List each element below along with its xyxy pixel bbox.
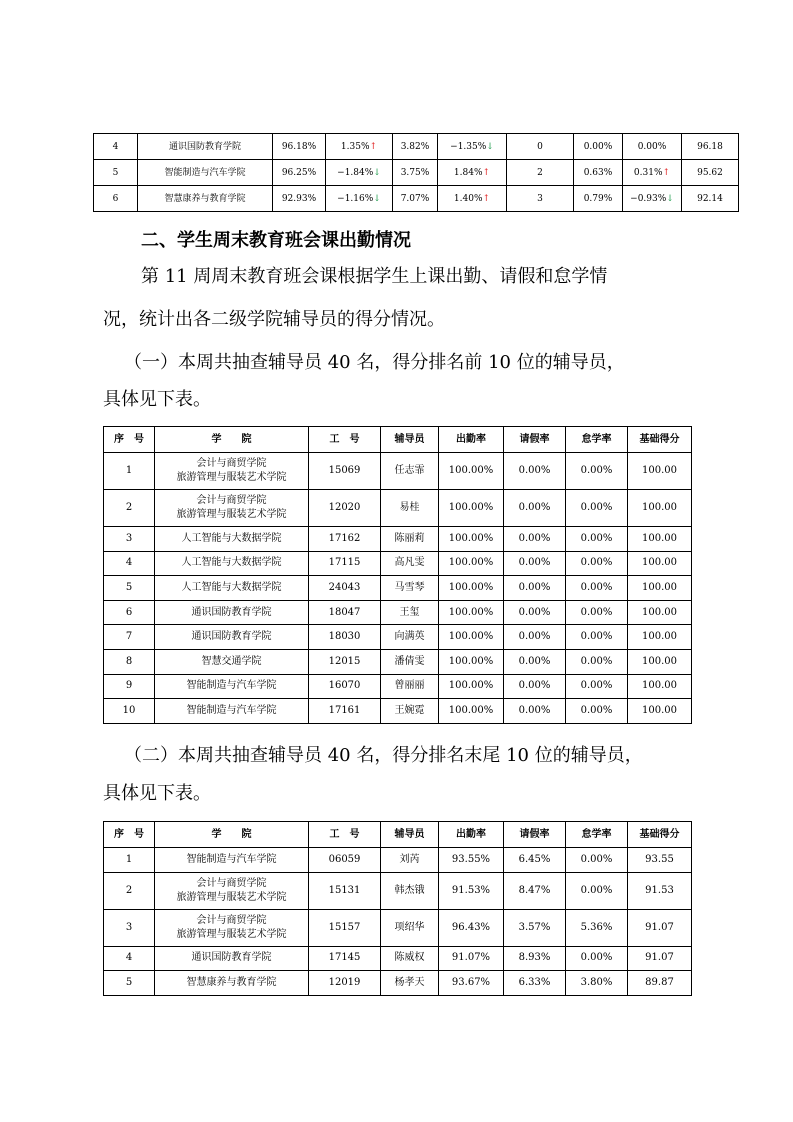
college-cell <box>155 649 309 674</box>
truant-cell: 0.00% <box>566 848 628 873</box>
bottom10-counselor-table <box>103 821 692 996</box>
rank-cell: 3 <box>104 909 155 946</box>
table-cell: 0.63% <box>574 160 623 186</box>
leave-cell: 3.57% <box>504 909 566 946</box>
college-name: 人工智能与大数据学院 <box>181 581 282 593</box>
table-cell <box>326 186 393 212</box>
att-cell: 100.00% <box>439 576 504 601</box>
leave-cell: 0.00% <box>504 453 566 490</box>
college-name: 旅游管理与服装艺术学院 <box>176 928 287 940</box>
name-cell: 陈丽莉 <box>381 527 439 552</box>
college-name: 人工智能与大数据学院 <box>181 532 282 544</box>
table-cell <box>438 160 507 186</box>
name-cell: 任志霏 <box>381 453 439 490</box>
table-cell <box>326 134 393 160</box>
column-header: 基础得分 <box>628 822 692 848</box>
rank-cell: 4 <box>104 946 155 971</box>
college-cell <box>155 576 309 601</box>
name-cell: 韩杰锇 <box>381 872 439 909</box>
table-row <box>94 186 739 212</box>
arrow-up-icon: ↑ <box>369 141 378 152</box>
att-cell: 100.00% <box>439 625 504 650</box>
college-cell <box>155 527 309 552</box>
college-name: 通识国防教育学院 <box>191 952 272 964</box>
table-row <box>104 576 692 601</box>
leave-cell: 0.00% <box>504 699 566 724</box>
cell-value: −1.16% <box>337 193 374 204</box>
column-header: 出勤率 <box>439 822 504 848</box>
college-name: 智能制造与汽车学院 <box>186 680 277 692</box>
college-cell <box>155 674 309 699</box>
name-cell: 向满英 <box>381 625 439 650</box>
att-cell: 100.00% <box>439 649 504 674</box>
truant-cell: 0.00% <box>566 453 628 490</box>
table-row <box>104 699 692 724</box>
college-cell <box>155 551 309 576</box>
rank-cell: 3 <box>104 527 155 552</box>
rank-cell: 6 <box>104 600 155 625</box>
column-header: 辅导员 <box>381 822 439 848</box>
leave-cell: 6.45% <box>504 848 566 873</box>
paragraph-line: （二）本周共抽查辅导员 40 名，得分排名末尾 10 位的辅导员， <box>124 745 643 766</box>
paragraph-line: 具体见下表。 <box>103 389 211 410</box>
column-header: 请假率 <box>504 822 566 848</box>
att-cell: 100.00% <box>439 490 504 527</box>
truant-cell: 0.00% <box>566 649 628 674</box>
top10-counselor-table <box>103 426 692 724</box>
score-cell: 100.00 <box>628 625 692 650</box>
att-cell: 91.07% <box>439 946 504 971</box>
table-cell: 智能制造与汽车学院 <box>138 160 273 186</box>
id-cell: 17145 <box>309 946 381 971</box>
truant-cell: 0.00% <box>566 699 628 724</box>
rank-cell: 5 <box>104 971 155 996</box>
college-name: 会计与商贸学院 <box>196 495 267 506</box>
bottom10-body <box>104 848 692 996</box>
cell-value: −0.93% <box>630 193 667 204</box>
rank-cell: 8 <box>104 649 155 674</box>
paragraph-line: （一）本周共抽查辅导员 40 名，得分排名前 10 位的辅导员， <box>124 352 625 373</box>
truant-cell: 0.00% <box>566 576 628 601</box>
table-row <box>104 527 692 552</box>
section-heading: 二、学生周末教育班会课出勤情况 <box>141 230 411 251</box>
column-header: 序 号 <box>104 822 155 848</box>
table-row <box>104 649 692 674</box>
id-cell: 18047 <box>309 600 381 625</box>
column-header: 工 号 <box>309 822 381 848</box>
table-cell: 6 <box>94 186 138 212</box>
table-row <box>104 490 692 527</box>
table-row <box>104 872 692 909</box>
table-cell: 5 <box>94 160 138 186</box>
name-cell: 杨孝天 <box>381 971 439 996</box>
column-header: 出勤率 <box>439 427 504 453</box>
att-cell: 91.53% <box>439 872 504 909</box>
table-cell: 3.82% <box>393 134 438 160</box>
name-cell: 高凡雯 <box>381 551 439 576</box>
paragraph-line: 第 11 周周末教育班会课根据学生上课出勤、请假和怠学情 <box>141 266 608 287</box>
truant-cell: 0.00% <box>566 600 628 625</box>
table-cell <box>438 134 507 160</box>
table-cell: 92.14 <box>682 186 739 212</box>
leave-cell: 0.00% <box>504 490 566 527</box>
name-cell: 马雪琴 <box>381 576 439 601</box>
table-row <box>104 674 692 699</box>
column-header: 辅导员 <box>381 427 439 453</box>
att-cell: 100.00% <box>439 527 504 552</box>
table-row <box>104 971 692 996</box>
rank-cell: 4 <box>104 551 155 576</box>
column-header: 怠学率 <box>566 822 628 848</box>
leave-cell: 8.93% <box>504 946 566 971</box>
table-cell <box>623 186 682 212</box>
table-cell: 7.07% <box>393 186 438 212</box>
rank-cell: 7 <box>104 625 155 650</box>
cell-value: 0.31% <box>633 167 663 178</box>
truant-cell: 0.00% <box>566 527 628 552</box>
score-cell: 100.00 <box>628 490 692 527</box>
score-cell: 91.53 <box>628 872 692 909</box>
college-cell <box>155 453 309 490</box>
score-cell: 100.00 <box>628 674 692 699</box>
name-cell: 潘倩雯 <box>381 649 439 674</box>
cell-value: 1.40% <box>453 193 483 204</box>
college-ranking-body <box>94 134 739 212</box>
college-cell <box>155 600 309 625</box>
id-cell: 17161 <box>309 699 381 724</box>
college-name: 通识国防教育学院 <box>191 606 272 618</box>
rank-cell: 1 <box>104 453 155 490</box>
cell-value: −1.84% <box>337 167 374 178</box>
table-cell <box>326 160 393 186</box>
cell-value: −1.35% <box>450 141 487 152</box>
name-cell: 王玺 <box>381 600 439 625</box>
rank-cell: 9 <box>104 674 155 699</box>
rank-cell: 5 <box>104 576 155 601</box>
table-cell: 智慧康养与教育学院 <box>138 186 273 212</box>
college-name: 智慧康养与教育学院 <box>186 976 277 988</box>
name-cell: 项绍华 <box>381 909 439 946</box>
table-cell: 0.79% <box>574 186 623 212</box>
arrow-up-icon: ↑ <box>662 167 671 178</box>
leave-cell: 6.33% <box>504 971 566 996</box>
name-cell: 陈威权 <box>381 946 439 971</box>
rank-cell: 2 <box>104 872 155 909</box>
name-cell: 王婉霓 <box>381 699 439 724</box>
score-cell: 100.00 <box>628 527 692 552</box>
id-cell: 17162 <box>309 527 381 552</box>
score-cell: 100.00 <box>628 551 692 576</box>
att-cell: 93.67% <box>439 971 504 996</box>
arrow-down-icon: ↓ <box>666 193 674 204</box>
arrow-up-icon: ↑ <box>482 167 491 178</box>
score-cell: 89.87 <box>628 971 692 996</box>
table-cell: 96.18% <box>273 134 326 160</box>
table-row <box>104 453 692 490</box>
leave-cell: 0.00% <box>504 625 566 650</box>
cell-value: 0.00% <box>637 141 667 152</box>
cell-value: 1.35% <box>340 141 370 152</box>
truant-cell: 0.00% <box>566 625 628 650</box>
table-header-row <box>104 427 692 453</box>
college-name: 通识国防教育学院 <box>191 631 272 643</box>
table-cell: 3.75% <box>393 160 438 186</box>
score-cell: 100.00 <box>628 649 692 674</box>
college-cell <box>155 848 309 873</box>
college-cell <box>155 971 309 996</box>
att-cell: 96.43% <box>439 909 504 946</box>
table-cell: 4 <box>94 134 138 160</box>
att-cell: 100.00% <box>439 600 504 625</box>
table-cell: 0 <box>507 134 574 160</box>
leave-cell: 0.00% <box>504 674 566 699</box>
table-cell <box>623 160 682 186</box>
column-header: 学 院 <box>155 427 309 453</box>
id-cell: 15069 <box>309 453 381 490</box>
column-header: 怠学率 <box>566 427 628 453</box>
column-header: 工 号 <box>309 427 381 453</box>
score-cell: 91.07 <box>628 946 692 971</box>
name-cell: 刘芮 <box>381 848 439 873</box>
college-name: 会计与商贸学院 <box>196 914 267 926</box>
table-cell: 3 <box>507 186 574 212</box>
att-cell: 100.00% <box>439 453 504 490</box>
paragraph-line: 况，统计出各二级学院辅导员的得分情况。 <box>103 309 445 330</box>
id-cell: 24043 <box>309 576 381 601</box>
arrow-down-icon: ↓ <box>486 141 494 152</box>
score-cell: 100.00 <box>628 453 692 490</box>
id-cell: 12015 <box>309 649 381 674</box>
leave-cell: 0.00% <box>504 649 566 674</box>
table-row <box>104 909 692 946</box>
college-cell <box>155 872 309 909</box>
name-cell: 易桂 <box>381 490 439 527</box>
college-name: 人工智能与大数据学院 <box>181 557 282 569</box>
college-name: 旅游管理与服装艺术学院 <box>176 472 287 483</box>
score-cell: 91.07 <box>628 909 692 946</box>
college-name: 智能制造与汽车学院 <box>186 704 277 716</box>
rank-cell: 1 <box>104 848 155 873</box>
leave-cell: 0.00% <box>504 527 566 552</box>
college-name: 旅游管理与服装艺术学院 <box>176 509 287 520</box>
table-cell: 2 <box>507 160 574 186</box>
leave-cell: 8.47% <box>504 872 566 909</box>
college-name: 会计与商贸学院 <box>196 458 267 469</box>
name-cell: 曾丽丽 <box>381 674 439 699</box>
att-cell: 100.00% <box>439 699 504 724</box>
table-cell: 92.93% <box>273 186 326 212</box>
id-cell: 15157 <box>309 909 381 946</box>
id-cell: 18030 <box>309 625 381 650</box>
college-cell <box>155 625 309 650</box>
college-cell <box>155 909 309 946</box>
rank-cell: 2 <box>104 490 155 527</box>
id-cell: 12019 <box>309 971 381 996</box>
id-cell: 17115 <box>309 551 381 576</box>
truant-cell: 0.00% <box>566 674 628 699</box>
truant-cell: 0.00% <box>566 872 628 909</box>
table-row <box>94 134 739 160</box>
leave-cell: 0.00% <box>504 576 566 601</box>
id-cell: 16070 <box>309 674 381 699</box>
att-cell: 100.00% <box>439 674 504 699</box>
table-cell: 95.62 <box>682 160 739 186</box>
att-cell: 93.55% <box>439 848 504 873</box>
table-cell: 96.25% <box>273 160 326 186</box>
college-name: 旅游管理与服装艺术学院 <box>176 891 287 903</box>
top10-body <box>104 453 692 724</box>
table-cell: 96.18 <box>682 134 739 160</box>
table-row <box>104 600 692 625</box>
column-header: 序 号 <box>104 427 155 453</box>
table-cell: 0.00% <box>574 134 623 160</box>
arrow-down-icon: ↓ <box>373 193 381 204</box>
table-row <box>104 946 692 971</box>
truant-cell: 0.00% <box>566 490 628 527</box>
rank-cell: 10 <box>104 699 155 724</box>
score-cell: 93.55 <box>628 848 692 873</box>
table-cell <box>623 134 682 160</box>
id-cell: 12020 <box>309 490 381 527</box>
id-cell: 06059 <box>309 848 381 873</box>
table-row <box>104 551 692 576</box>
cell-value: 1.84% <box>453 167 483 178</box>
att-cell: 100.00% <box>439 551 504 576</box>
table-cell <box>438 186 507 212</box>
truant-cell: 0.00% <box>566 946 628 971</box>
college-ranking-table <box>93 133 739 212</box>
table-row <box>104 848 692 873</box>
leave-cell: 0.00% <box>504 600 566 625</box>
table-cell: 通识国防教育学院 <box>138 134 273 160</box>
column-header: 请假率 <box>504 427 566 453</box>
paragraph-line: 具体见下表。 <box>103 783 211 804</box>
college-name: 会计与商贸学院 <box>196 877 267 889</box>
column-header: 学 院 <box>155 822 309 848</box>
score-cell: 100.00 <box>628 576 692 601</box>
college-name: 智慧交通学院 <box>201 655 262 667</box>
score-cell: 100.00 <box>628 699 692 724</box>
table-row <box>94 160 739 186</box>
college-cell <box>155 699 309 724</box>
arrow-up-icon: ↑ <box>482 193 491 204</box>
truant-cell: 0.00% <box>566 551 628 576</box>
truant-cell: 5.36% <box>566 909 628 946</box>
id-cell: 15131 <box>309 872 381 909</box>
arrow-down-icon: ↓ <box>373 167 381 178</box>
leave-cell: 0.00% <box>504 551 566 576</box>
table-header-row <box>104 822 692 848</box>
college-cell <box>155 946 309 971</box>
college-name: 智能制造与汽车学院 <box>186 853 277 865</box>
table-row <box>104 625 692 650</box>
column-header: 基础得分 <box>628 427 692 453</box>
score-cell: 100.00 <box>628 600 692 625</box>
college-cell <box>155 490 309 527</box>
truant-cell: 3.80% <box>566 971 628 996</box>
